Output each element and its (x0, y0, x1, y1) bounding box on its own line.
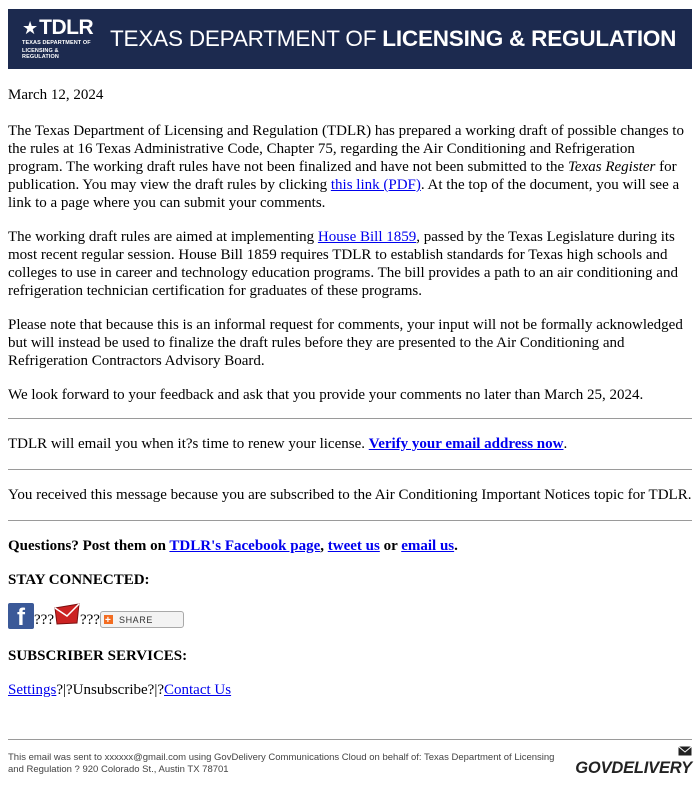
p1-text-a: The Texas Department of Licensing and Regulation (TDLR) has prepared a working draft of possible changes to the rules at 16 Texas Administrative Code, Chapter 75, regarding the Air Conditioning and Refrigeration program. The working draft rules have not been finalized and have not been submitted to the (8, 123, 684, 175)
renew-end: . (563, 436, 568, 452)
draft-rules-pdf-link[interactable]: this link (PDF) (330, 177, 421, 193)
questions-text: Questions? Post them on (8, 538, 170, 554)
p2-text-b: , passed by the Texas Legislature during its most recent regular session. House Bill 1859 requires TDLR to establish standards for Texas high schools and colleges to use in career and technology education programs. The bill provides a path to an air conditioning and refrigeration technician certification for graduates of these programs. (8, 229, 678, 299)
questions-line (8, 537, 692, 555)
date: March 12, 2024 (8, 87, 104, 103)
paragraph-informal-request: Please note that because this is an informal request for comments, your input will not be formally acknowledged but will instead be used to finalize the draft rules before they are presented to the Air Conditioning and Refrigeration Contractors Advisory Board. (8, 317, 683, 369)
facebook-icon[interactable]: f (8, 603, 34, 629)
govdelivery-envelope-icon (678, 746, 692, 756)
p1-text-c: . At the top of the document, you will see a link to a page where you can submit your comments. (8, 177, 680, 211)
social-separator: ??? (34, 612, 54, 628)
house-bill-link[interactable]: House Bill 1859 (317, 229, 417, 245)
services-separator: ?|? (147, 682, 164, 698)
logo-text: TDLR (39, 16, 94, 39)
banner-title-plain: TEXAS DEPARTMENT OF (110, 26, 383, 51)
email-envelope-icon[interactable] (54, 603, 80, 625)
subscriber-services-heading: SUBSCRIBER SERVICES: (8, 648, 188, 664)
logo-subtitle-1: TEXAS DEPARTMENT OF (22, 40, 91, 46)
star-icon: ★ (22, 18, 39, 38)
footer-disclaimer: This email was sent to xxxxxx@gmail.com using GovDelivery Communications Cloud on behalf of: Texas Department of Licensing and Regulation ? 920 Colorado St., Austin TX 78701 (8, 752, 555, 775)
unsubscribe-text: Unsubscribe (72, 682, 148, 698)
questions-sep-2: or (379, 538, 402, 554)
share-plus-icon (104, 615, 113, 624)
header-banner (8, 9, 692, 69)
settings-link[interactable]: Settings (8, 682, 57, 698)
paragraph-feedback-deadline: We look forward to your feedback and ask that you provide your comments no later than March 25, 2024. (8, 387, 644, 403)
paragraph-draft-rules (8, 122, 692, 212)
subscription-notice: You received this message because you are subscribed to the Air Conditioning Important Notices topic for TDLR. (8, 487, 692, 503)
share-label: SHARE (118, 614, 153, 625)
facebook-page-link[interactable]: TDLR's Facebook page (169, 538, 321, 554)
govdelivery-logo (576, 746, 692, 778)
renew-notice (8, 435, 692, 453)
p1-text-b: for publication. You may view the draft rules by clicking (8, 159, 677, 193)
questions-sep-1: , (320, 538, 328, 554)
divider (8, 418, 692, 419)
banner-title-bold: LICENSING & REGULATION (382, 26, 677, 51)
services-separator: ?|? (56, 682, 73, 698)
questions-end: . (454, 538, 458, 554)
email-body (8, 86, 692, 699)
tweet-us-link[interactable]: tweet us (327, 538, 380, 554)
texas-register-emphasis: Texas Register (567, 159, 656, 175)
renew-text: TDLR will email you when it?s time to renew your license. (8, 436, 369, 452)
divider (8, 520, 692, 521)
p2-text-a: The working draft rules are aimed at implementing (8, 229, 318, 245)
divider (8, 469, 692, 470)
subscriber-services-links (8, 681, 692, 699)
footer (8, 739, 692, 777)
social-separator: ??? (79, 612, 100, 628)
paragraph-house-bill (8, 228, 692, 300)
social-links (8, 601, 692, 629)
banner-title (110, 26, 676, 52)
share-button[interactable] (100, 611, 184, 628)
stay-connected-heading: STAY CONNECTED: (8, 572, 150, 588)
email-us-link[interactable]: email us (401, 538, 455, 554)
govdelivery-logo-text: GOVDELIVERY (575, 759, 692, 777)
tdlr-logo (22, 18, 92, 60)
contact-us-link[interactable]: Contact Us (164, 682, 232, 698)
verify-email-link[interactable]: Verify your email address now (368, 436, 564, 452)
logo-subtitle-2: LICENSING & REGULATION (22, 48, 59, 60)
